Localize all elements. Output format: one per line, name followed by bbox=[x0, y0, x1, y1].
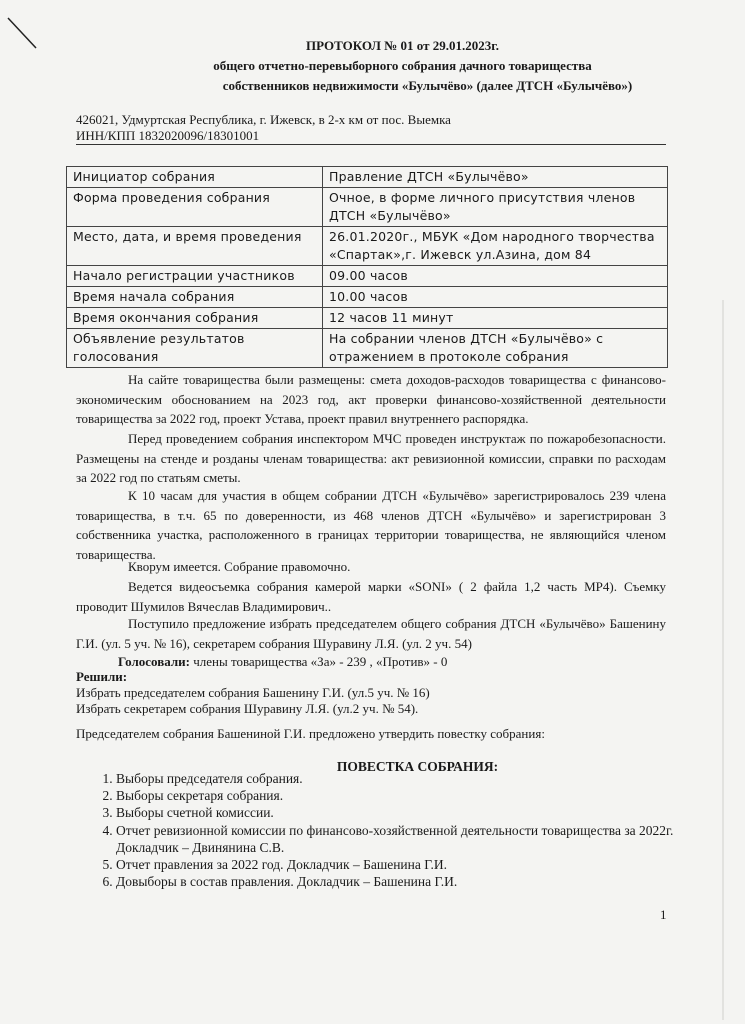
row-value: 10.00 часов bbox=[323, 287, 668, 308]
row-key: Форма проведения собрания bbox=[67, 188, 323, 227]
decision-secretary: Избрать секретарем собрания Шуравину Л.Я. (ул.2 уч. № 54). bbox=[76, 701, 419, 716]
protocol-subtitle-2: собственников недвижимости «Булычёво» (далее ДТСН «Булычёво») bbox=[222, 78, 633, 93]
table-row bbox=[67, 287, 668, 308]
header-divider bbox=[76, 144, 666, 145]
row-key: Место, дата, и время проведения bbox=[67, 227, 323, 266]
row-key: Начало регистрации участников bbox=[67, 266, 323, 287]
paragraph-video: Ведется видеосъемка собрания камерой марки «SONI» ( 2 файла 1,2 часть МР4). Съемку проводит Шумилов Вячеслав Владимирович.. bbox=[76, 579, 666, 614]
inn-kpp-line: ИНН/КПП 1832020096/18301001 bbox=[76, 128, 260, 143]
row-key: Инициатор собрания bbox=[67, 167, 323, 188]
list-item: 1. Выборы председателя собрания. bbox=[116, 770, 711, 787]
paragraph-website: На сайте товарищества были размещены: смета доходов-расходов товарищества с финансово-экономическим обоснованием на 2023 год, акт проверки финансово-хозяйственной деятельности товарищества за 2022 год, проект Устава, проект правил внутреннего распорядка. bbox=[76, 372, 666, 426]
row-key: Время начала собрания bbox=[67, 287, 323, 308]
row-value: Очное, в форме личного присутствия членов ДТСН «Булычёво» bbox=[323, 188, 668, 227]
row-value: 12 часов 11 минут bbox=[323, 308, 668, 329]
agenda-title: ПОВЕСТКА СОБРАНИЯ: bbox=[336, 759, 499, 774]
row-value: Правление ДТСН «Булычёво» bbox=[323, 167, 668, 188]
list-item: 2. Выборы секретаря собрания. bbox=[116, 787, 711, 804]
paragraph-proposal: Поступило предложение избрать председателем общего собрания ДТСН «Булычёво» Башенину Г.И. (ул. 5 уч. № 16), секретарем собрания Шуравину Л.Я. (ул. 2 уч. 54) bbox=[76, 616, 666, 651]
row-value: 09.00 часов bbox=[323, 266, 668, 287]
paragraph-quorum: Кворум имеется. Собрание правомочно. bbox=[128, 559, 351, 574]
agenda-proposal-line: Председателем собрания Башениной Г.И. предложено утвердить повестку собрания: bbox=[76, 726, 545, 741]
table-row bbox=[67, 167, 668, 188]
decision-chair: Избрать председателем собрания Башенину Г.И. (ул.5 уч. № 16) bbox=[76, 685, 430, 700]
list-item: 6. Довыборы в состав правления. Докладчик – Башенина Г.И. bbox=[116, 873, 711, 890]
vote-text: члены товарищества «За» - 239 , «Против» - 0 bbox=[189, 654, 448, 669]
list-item: 4. Отчет ревизионной комиссии по финансово-хозяйственной деятельности товарищества за 2022г. Докладчик – Двинянина С.В. bbox=[116, 822, 711, 856]
table-row bbox=[67, 188, 668, 227]
protocol-title: ПРОТОКОЛ № 01 от 29.01.2023г. bbox=[306, 38, 499, 53]
list-item: 3. Выборы счетной комиссии. bbox=[116, 804, 711, 821]
table-row bbox=[67, 266, 668, 287]
row-value: 26.01.2020г., МБУК «Дом народного творчества «Спартак»,г. Ижевск ул.Азина, дом 84 bbox=[323, 227, 668, 266]
agenda-list bbox=[76, 770, 711, 890]
address-line: 426021, Удмуртская Республика, г. Ижевск, в 2-х км от пос. Выемка bbox=[76, 112, 451, 127]
protocol-subtitle-1: общего отчетно-перевыборного собрания дачного товарищества bbox=[213, 58, 592, 73]
row-key: Время окончания собрания bbox=[67, 308, 323, 329]
table-row bbox=[67, 227, 668, 266]
paragraph-safety: Перед проведением собрания инспектором МЧС проведен инструктаж по пожаробезопасности. Размещены на стенде и розданы членам товарищества: акт ревизионной комиссии, справки по расходам за 2022 год по статьям сметы. bbox=[76, 431, 666, 485]
list-item: 5. Отчет правления за 2022 год. Докладчик – Башенина Г.И. bbox=[116, 856, 711, 873]
table-row bbox=[67, 329, 668, 368]
meeting-info-table bbox=[66, 166, 668, 368]
row-value: На собрании членов ДТСН «Булычёво» с отражением в протоколе собрания bbox=[323, 329, 668, 368]
row-key: Объявление результатов голосования bbox=[67, 329, 323, 368]
paragraph-registration: К 10 часам для участия в общем собрании ДТСН «Булычёво» зарегистрировалось 239 члена товарищества, в т.ч. 65 по доверенности, из 468 членов ДТСН «Булычёво» и зарегистрирован 3 собственника участка, расположенного в границах территории товарищества, не являющийся членом товарищества. bbox=[76, 488, 666, 562]
vote-label: Голосовали: bbox=[118, 654, 190, 669]
decisions-label: Решили: bbox=[76, 669, 128, 684]
table-row bbox=[67, 308, 668, 329]
vote-line bbox=[118, 653, 447, 670]
page-number: 1 bbox=[660, 907, 667, 922]
